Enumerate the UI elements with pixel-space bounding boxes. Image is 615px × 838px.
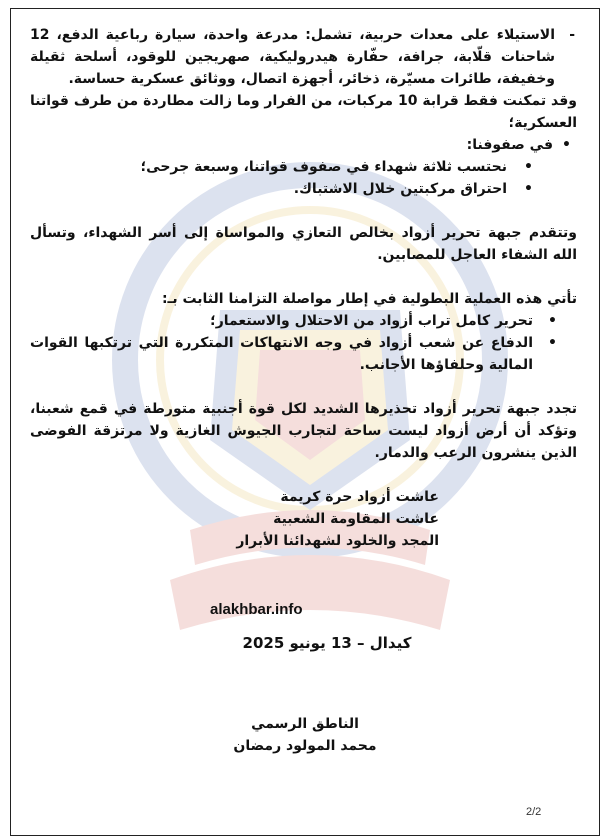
bullet-icon: •: [524, 181, 533, 197]
our-ranks-heading-item: [30, 134, 577, 156]
statement-body: [30, 24, 577, 552]
bullet-icon: •: [524, 159, 533, 175]
commitment-item-text: تحرير كامل تراب أزواد من الاحتلال والاستعمار؛: [210, 313, 533, 329]
commitment-intro: تأتي هذه العملية البطولية في إطار مواصلة التزامنا الثابت بـ:: [161, 291, 577, 307]
seized-equipment-text: الاستيلاء على معدات حربية، تشمل: مدرعة واحدة، سيارة رباعية الدفع، 12 شاحنات قلّابة، جرافة، حفّارة هيدروليكية، صهريجين للوقود، أسلحة ثقيلة وخفيفة، طائرات مسيّرة، ذخائر، أجهزة اتصال، ووثائق عسكرية حساسة.: [30, 27, 555, 87]
seized-equipment-item: [30, 24, 577, 90]
signature-block: [220, 713, 390, 757]
page-number: 2/2: [526, 806, 542, 818]
source-watermark-text: alakhbar.info: [210, 601, 303, 618]
commitment-item-text: الدفاع عن شعب أزواد في وجه الانتهاكات المتكررة التي ترتكبها القوات المالية وحلفاؤها الأجانب.: [30, 335, 533, 373]
bullet-icon: •: [548, 335, 557, 351]
condolence-paragraph: وتتقدم جبهة تحرير أزواد بخالص التعازي والمواساة إلى أسر الشهداء، وتسأل الله الشفاء العاجل للمصابين.: [30, 225, 577, 263]
escape-paragraph: وقد تمكنت فقط قرابة 10 مركبات، من الفرار وما زالت مطاردة من طرف قواتنا العسكرية؛: [30, 93, 577, 131]
our-ranks-item-text: نحتسب ثلاثة شهداء في صفوف قواتنا، وسبعة جرحى؛: [140, 159, 507, 175]
warning-paragraph: تجدد جبهة تحرير أزواد تحذيرها الشديد لكل قوة أجنبية متورطة في قمع شعبنا، وتؤكد أن أرض أزواد ليست ساحة لتجارب الجيوش الغازية ولا مرتزقة الفوضى الذين ينشرون الرعب والدمار.: [30, 401, 577, 461]
bullet-icon: •: [548, 313, 557, 329]
dateline: كيدال – 13 يونيو 2025: [242, 634, 412, 652]
closing-slogans: [30, 486, 577, 552]
our-ranks-item-text: احتراق مركبتين خلال الاشتباك.: [293, 181, 507, 197]
bullet-icon: •: [562, 137, 571, 153]
closing-line: عاشت أزواد حرة كريمة: [280, 489, 439, 505]
our-ranks-heading: في صفوفنا:: [466, 137, 553, 153]
signature-name: محمد المولود رمضان: [233, 738, 377, 754]
closing-line: عاشت المقاومة الشعبية: [273, 511, 439, 527]
signature-title: الناطق الرسمي: [251, 716, 359, 732]
closing-line: المجد والخلود لشهدائنا الأبرار: [236, 533, 439, 549]
our-ranks-item-martyrs: [30, 156, 577, 178]
commitment-item-defense: [30, 332, 577, 376]
dash-marker: -: [569, 27, 575, 43]
our-ranks-item-vehicles: [30, 178, 577, 200]
commitment-item-liberation: [30, 310, 577, 332]
